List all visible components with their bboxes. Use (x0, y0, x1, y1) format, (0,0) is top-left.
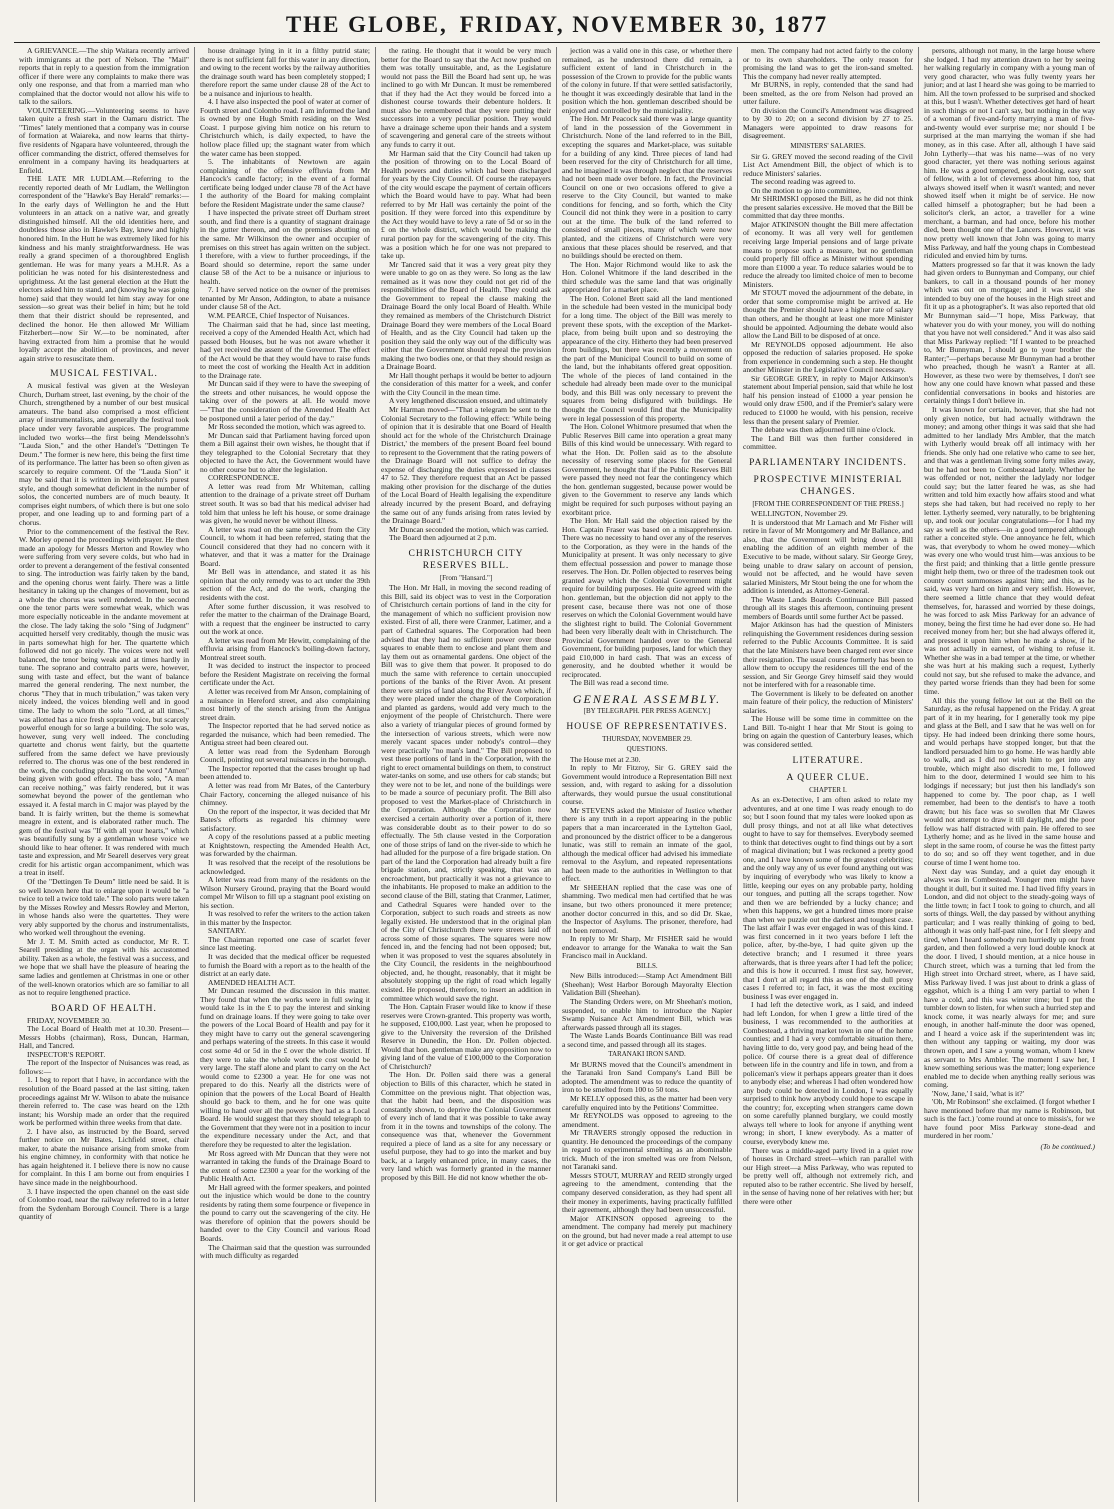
article-paragraph: A letter was received from Mr Anson, complaining of a nuisance in Hereford street, and also complaining most bitterly of the stench arising from the Antigua street drain. (200, 687, 371, 722)
article-paragraph: The Inspector reported that he had served notice as regarded the nuisance, which had been remedied. The Antigua street had been cleared out. (200, 721, 370, 748)
article-paragraph: The Bill was read a second time. (570, 678, 669, 688)
article-paragraph: The Government is likely to be defeated on another main feature of their policy, the reduction of Ministers' salaries. (743, 688, 913, 715)
article-paragraph: 'Oh, Mr Robinson!' she exclaimed. (I forgot whether I have mentioned before that my name is Robinson, but such is the fact.) 'come round at once to missis's, for we have found poor Miss Parkway stone-dead and murdered in her room.' (924, 1097, 1095, 1141)
article-paragraph: Prior to the commencement of the festival the Rev. W. Morley opened the proceedings with prayer. He then made an apology for Messrs Merton and Rowley who were suffering from very severe colds, but who had in order to prevent a derangement of the festival consented to sing. The introduction was fairly taken by the band, and the opening chorus went fairly. There was a little hesitancy in taking up the changes of movement, but as a whole the chorus was well rendered. In the second one the tenor parts were somewhat weak, which was more especially noticeable in the andante movement at the close. The lady taking the solo "Sing of Judgment" acquitted herself very creditably, though the music was in parts somewhat high for her. The quartette which followed did not go nicely. The voices were not well balanced, the tenor being weak and at times hardly in tune. The soprano and contralto parts were, however, sung with taste and effect, but the want of balance marred the general rendering. The next number, the chorus "They that in much tribulation," was taken very nicely indeed, the voices blending well and in good time. The lady to whom the solo "Lord, at all times," was allotted has a nice fresh soprano voice, but scarcely powerful enough for so large a building. The solo was, however, sung very well indeed. The concluding quartette and chorus went fairly, but the quartette suffered from the same defect we have previously referred to. The chorus was one of the best rendered in the work, the concluding phrasing on the word "Amen" being given with good effect. The bass solo, "A man can receive nothing," was fairly rendered, but it was somewhat beyond the power of the gentleman who essayed it. A festal march in C major was played by the band. It is fairly written, but the theme is somewhat meagre in extent, and is elaborated rather much. The gem of the festival was "If with all your hearts," which was beautifully sung by a gentleman whose voice we should like to hear oftener. It was rendered with much taste and expression, and Mr Searell deserves very great credit for his artistic organ accompaniment, which was a treat in itself. (19, 526, 189, 878)
article-paragraph: Mr Duncan said that Parliament having forced upon them a Bill against their own wishes, he thought that if they telegraphed to the Colonial Secretary that they objected to have the Act, the Government would have no other course but to alter the legislation. (200, 430, 370, 474)
article-paragraph: It was decided to instruct the inspector to proceed before the Resident Magistrate on receiving the formal certificate under the Act. (200, 661, 370, 688)
article-paragraph: The Chairman said that he had, since last meeting, received a copy of the Amended Health Act, which had passed both Houses, but he was not aware whether it had yet received the assent of the Governor. The effect of the Act would be that they would have to raise funds to meet the cost of working the Health Act in addition to the Drainage rate. (200, 319, 370, 380)
article-paragraph: It was resolved to refer the writers to the action taken in this matter by the Inspector. (200, 909, 370, 927)
article-paragraph: The report of the Inspector of Nuisances was read, as follows:— (19, 1058, 189, 1076)
article-paragraph: Mr Hall thought perhaps it would be better to adjourn the consideration of this matter for a week, and confer with the City Council in the mean time. (381, 370, 552, 397)
columns (14, 47, 1100, 1502)
article-paragraph: In reply to Mr Fitzroy, Sir G. GREY said the Government would introduce a Representation Bill next session, and, with regard to asking for a dissolution afterwards, they would pursue the usual constitutional course. (562, 763, 732, 807)
article-paragraph: It was known for certain, however, that she had not only given notice, but had actually withdrawn the money; and among other things it was said that she had admitted to her landlady Mrs Ambler, that the match with Lytherly would break off all intimacy with her friends. She only had one relative who came to see her, and that was a gentleman living some forty miles away, but he had not been to Combestead lately. Whether he was offended or not, neither the ladylady nor lodger could say; but the latter feared he was, as she had written and told him exactly how affairs stood and what steps she had taken, but had received no reply to her letter. Lytherly seemed, very naturally, to be brightening up, and took our jocular congratulations—for I had my say as well as the others—in a good tempered although rather a conceited style. One annoyance he felt, which was, that everybody to whom he owed money—which was every one who would trust him—was anxious to be the first paid; and thinking that a little gentle pressure might help them, two or three of the tradesmen took out county court summonses against him; and this, as he said, was very hard on him and very selfish. However, there seemed a little chance that they would defeat themselves, for, harassed and worried by these doings, he was forced to ask Miss Parkway for an advance of money, being the first time he had ever done so. He had received money from her; but she had always offered it, and pressed it upon him when he made a show, if he was not actually in earnest, of wishing to refuse it. Whether she was in a bad temper at the time, or whether she was hurt at his making such a request, Lytherly could not say, but she refused to make the advance, and they parted worse friends than they had been for some time. (924, 404, 1095, 697)
article-paragraph: The Hon. Major Richmond would like to ask the Hon. Colonel Whitmore if the land described in the third schedule was the same land that was originally appropriated for a market place. (562, 259, 732, 295)
article-paragraph: Mr SHRIMSKI opposed the Bill, as he did not think the present salaries excessive. He moved that the Bill be committed that day three months. (743, 194, 913, 221)
article-paragraph: CORRESPONDENCE. (208, 473, 280, 483)
article-paragraph: Mr STEVENS asked the Minister of Justice whether there is any truth in a report appearing in the public papers that a man incarcerated in the Lyttelton Gaol, and pronounced by the district officer to be a dangerous lunatic, was still to remain an inmate of the gaol, although the medical officer had advised his immediate removal to the Asylum, and repeated representations had been made to the authorities in Wellington to that effect. (562, 805, 732, 884)
article-paragraph: 2. I have also, as instructed by the Board, served further notice on Mr Bates, Lichfield street, chair maker, to abate the nuisance arising from smoke from his engine chimney, in conformity with that notice he has again heightened it. I believe there is now no cause for complaint. In this I am borne out from enquiries I have since made in the neighbourhood. (19, 1126, 189, 1187)
subheading: MINISTERS' SALARIES. (790, 142, 866, 151)
subheading: [From "Hansard."] (439, 573, 493, 582)
article-paragraph: The Waste Lands Boards Continuance Bill passed through all its stages this afternoon, continuing present members of Boards until some further Act be passed. (743, 594, 913, 621)
article-paragraph: A letter was read from many of the residents on the Wilson Nursery Ground, praying that the Board would compel Mr Wilson to fill up a stagnant pool existing on his section. (200, 875, 370, 910)
article-paragraph: The Land Bill was then further considered in committee. (743, 433, 913, 452)
article-paragraph: The Hon. Colonel Brett said all the land mentioned in the schedule had been vested in the municipal body for a long time. The object of the Bill was merely to prevent these spots, with the exception of the Market-place, from being built upon and so destroying the appearance of the city. Hitherto they had been preserved from buildings, but there was recently a movement on the part of the Municipal Council to build on some of the land, but the inhabitants offered great opposition. The whole of the pieces of land contained in the schedule had already been made over to the municipal body, and this Bill was only necessary to prevent the squares from being disfigured with buildings. He thought the Council would find that the Municipality were in legal possession of this property. (562, 293, 732, 423)
article-paragraph: Mr Harman said that the City Council had taken up the position of throwing on to the Local Board of Health powers and duties which had been discharged for years by the City Council. Of course the ratepayers of the city would escape the payment of certain officers which the Board would have to pay. What had been referred to by Mr Hall was certainly the point of the position. If they were forced into this expenditure by the Act they would have to levy a rate of 5d or so in the £ on the whole district, which would be making the rural portion pay for the scavengering of the city. This was a position which he for one was not prepared to take up. (381, 148, 551, 261)
article-paragraph: W.M. PEARCE, Chief Inspector of Nuisances. (208, 310, 350, 320)
article-paragraph: It is understood that Mr Larnach and Mr Fisher will retire in favor of Mr Montgomery and Mr Ballance, and also, that the Government will bring down a Bill enabling the addition of an eighth member of the Executive to be made, without salary. Sir George Grey, being unable to draw salary on account of pension, would not be affected, and he would have seven salaried Ministers, Mr Stout being the one for whom the addition is intended, as Attorney-General. (743, 517, 913, 596)
article-paragraph: WELLINGTON, November 29. (751, 509, 848, 519)
article-paragraph: Mr SHEEHAN replied that the case was one of shamming. Two medical men had certified that he was insane, but two others pronounced it mere pretence; another doctor concurred in this, and so did Dr. Skae, the Inspector of Asylums. The prisoner, therefore, had not been removed. (562, 882, 732, 935)
article-paragraph: Mr Harman moved—"That a telegram be sent to the Colonial Secretary to the following effect: 'While being of opinion that it is desirable that one Board of Health should act for the whole of the Christchurch Drainage District,' the members of the present Board feel bound to represent to the Government that the rating powers of the Drainage Board will not suffice to defray the expense of discharging the duties expressed in clauses 47 to 52. They therefore request that an Act be passed making other provision for the discharge of the duties of the Local Board of Health legalising the expenditure already incurred by the present Board, and defraying the same out of any funds arising from rates levied by the Drainage Board." (381, 404, 551, 526)
article-paragraph: Mr TRAVERS strongly opposed the reduction in quantity. He denounced the proceedings of the company in regard to experimental smelting as an abominable trick. Much of the iron smelted was ore from Nelson, not Taranaki sand. (562, 1128, 732, 1172)
article-paragraph: The Hon. Mr Hall, in moving the second reading of this Bill, said its object was to vest in the Corporation of Christchurch certain portions of land in the city for the management of which no sufficient provision now existed. First of all, there were Cranmer, Latimer, and a part of Cathedral squares. The Corporation had been advised that they had no sufficient power over those squares to enable them to enclose and plant them and lay them out as ornamental gardens. One object of the Bill was to give them that power. It proposed to do much the same with reference to certain unoccupied portions of the banks of the River Avon. At present there were strips of land along the River Avon which, if they were placed under the charge of the Corporation and planted as gardens, would add very much to the enjoyment of the people of Christchurch. There were also a variety of triangular pieces of ground formed by the intersection of various streets, which were now merely vacant spaces under nobody's control—they were practically "no man's land." The Bill proposed to vest these portions of land in the Corporation, with the right to erect ornamental buildings on them, to construct water-tanks on some, and use others for cab stands; but they were not to be let, and none of the buildings were to be made a source of pecuniary profit. The Bill also proposed to vest the Market-place of Christchurch in the Corporation. Although the Corporation now exercised a certain authority over a portion of it, there was considerable doubt as to their power to do so effectually. The 5th clause vested in the Corporation one of those strips of land on the river-side to which he had alluded for the purpose of a fire brigade station. On part of the land the Corporation had already built a fire brigade station, and, strictly speaking, that was an encroachment, but practically it was not a grievance to the inhabitants. He proposed to make an addition to the second clause of the Bill, stating that Cranmer, Latimer, and Cathedral Squares were handed over to the Corporation, subject to such roads and streets as now legally existed. He understood that in the original plan of the City of Christchurch there were streets laid off across some of those squares. The squares were now fenced in, and the fencing had not been opposed; but, when it was proposed to vest the squares absolutely in the City Council, the residents in the neighbourhood objected, and, he thought, reasonably, that it might be absolutely stopping up the right of road which legally existed. He proposed, therefore, to insert an addition in committee which would save the right. (381, 583, 551, 1003)
subheading: [FROM THE CORRESPONDENT OF THE PRESS.] (752, 499, 904, 508)
article-paragraph: 'Now, Jane,' I said, 'what is it?' (932, 1088, 1024, 1098)
masthead (14, 8, 1100, 43)
article-paragraph: A letter was read from Mr Hewitt, complaining of the effluvia arising from Hancock's boiling-down factory, Montreal street south. (200, 635, 370, 662)
article-paragraph: Matters progressed so far that it was known the lady had given orders to Bunnyman and Company, our chief bankers, to call in a thousand pounds of her money which was out on mortgage; and it was said she intended to buy one of the houses in the High street and fit it up as a photographer's. It was also reported that old Mr Bunnyman said—"I hope, Miss Parkway, that whatever you do with your money, you will do nothing that you have not well considered." And it was also said that Miss Parkway replied: "If I wanted to be preached to, Mr Bunnyman, I should go to your brother the Ranter;"—perhaps because Mr Bunnyman had a brother who preached, though he wasn't a Ranter at all. However, as these two were by themselves, I don't see how any one could have known what passed and these confidential conversations in books and histories are certainly things I don't believe in. (924, 259, 1095, 406)
article-paragraph: Mr Tancred said that it was a very great pity they were unable to go on as they were. So long as the law remained as it was now they could not get rid of the responsibilities of the Board of Health. They could ask the Government to repeal the clause making the Drainage Board the only local Board of Health. While they remained as members of the Christchurch District Drainage Board they were members of the Local Board of Health, and as the City Council had taken up the position they said the only way out of the difficulty was either that the Government should repeal the provision making the two bodies one, or that they should resign as a Drainage Board. (381, 259, 551, 372)
article-paragraph: the rating. He thought that it would be very much better for the Board to say that the Act now pushed on them was totally unsuitable, and, as the Legislature would not pass the Bill the Board had sent up, he was inclined to go with Mr Duncan. It must be remembered that if they had the Act they would be forced into a dishonest course towards their debenture holders. It must also be remembered that they were putting their successors into a very peculiar position. They would have a drainage scheme upon their hands and a system of scavengering and general care of the streets without any funds to carry it out. (381, 47, 551, 150)
article-paragraph: INSPECTOR'S REPORT. (27, 1049, 106, 1059)
article-paragraph: FRIDAY, NOVEMBER 30. (27, 1015, 111, 1025)
subheading: THURSDAY, NOVEMBER 29. (602, 734, 692, 743)
continuation-note: (To be continued.) (1040, 1142, 1095, 1151)
article-paragraph: The second reading was agreed to. (751, 177, 856, 187)
article-paragraph: It was decided that the medical officer be requested to furnish the Board with a report as to the health of the district at an early date. (200, 951, 370, 979)
article-paragraph: Next day was Sunday, and a quiet day enough it always was in Combestead. Younger men might have thought it dull, but it suited me. I had lived fifty years in London, and did not object to the steady-going ways of the little town; in fact I took to going to church, and all sorts of things. Well, the day passed by without anything particular; and I was really thinking of going to bed, although it was only half-past nine, for I felt sleepy and tired, when I heard somebody run hurriedly up our front garden, and then followed a very loud double knock at the door. I lived, I should mention, at a nice house in Church street, which was a turning that led from the High street into Orchard street, where, as I have said, Miss Parkway lived. I was just about to drink a glass of eggshot, which is a thing I am very partial to when I have a cold, and this was winter time; but I put the tumbler down to listen, for when such a hurried step and knock come, it was nearly always for me; and sure enough, in another half-minute the door was opened, and I heard a voice ask if the superintendent was in; then without any tapping or waiting, my door was thrown open, and I saw a young woman, whom I knew as servant to Mrs Ambler. The moment I saw her, I knew something serious was the matter; long experience enabled me to decide when anything really serious was coming. (924, 866, 1095, 1090)
article-paragraph: The Hon. Mr Peacock said there was a large quantity of land in the possession of the Government in Christchurch. None of the land referred to in the Bill, excepting the squares and Market-place, was suitable for a building of any kind. Three pieces of land had been reserved for the city of Christchurch for all time, and he imagined it was through neglect that the reserves had not been made over before. In fact, the Provincial Council on one or two occasions offered to give a reserve to the City Council, but wanted to make conditions for fencing, and so forth, which the City Council did not think they were in a position to carry out at the time. The bulk of the land referred to consisted of small pieces, many of which were now planted, and the citizens of Christchurch were very anxious that these places should be reserved, and that no buildings should be erected on them. (562, 114, 732, 261)
article-paragraph: VOLUNTEERING.—Volunteering seems to have taken quite a fresh start in the Oamaru district. The "Times" lately mentioned that a company was in course of formation at Waiareka, and now learns that thirty-five residents of Ngapara have volunteered, through the officer commanding the district, offered themselves for enrolment in a company having its headquarters at Enfield. (19, 105, 189, 175)
subheading: CHAPTER I. (809, 785, 847, 794)
article-paragraph: The Standing Orders were, on Mr Sheehan's motion, suspended, to enable him to introduce the Napier Swamp Nuisance Act Amendment Bill, which was afterwards passed through all its stages. (562, 996, 732, 1032)
article-paragraph: Mr J. T. M. Smith acted as conductor, Mr R. T. Searell presiding at the organ with his accustomed ability. Taken as a whole, the festival was a success, and we hope that we shall have the pleasure of hearing the same ladies and gentlemen at Christmas in one or other of the well-known oratorios which are so familiar to all as not to require lengthened practice. (19, 936, 189, 998)
article-paragraph: The Hon. Dr. Pollen said there was a general objection to Bills of this character, which he stated in Committee on the previous night. That objection was, that the habit had been, and the disposition was constantly shown, to deprive the Colonial Government of every inch of land that it was possible to take away from it in the towns and townships of the colony. The consequence was that, whenever the Government required a piece of land as a site for any necessary or useful purpose, they had to go into the market and buy back, at a largely enhanced price, in many cases, the very land which was formerly granted in the manner proposed by this Bill. He did not know whether the ob- (381, 1070, 551, 1182)
article-paragraph: 4. I have also inspected the pool of water at corner of Fourth street and Colombo road. I am informed the land is owned by one Hugh Smith residing on the West Coast. I purpose giving him notice on his return to Christchurch which, is daily expected, to have the hollow place filled up; the stagnant water from which the water came has been stopped. (200, 97, 370, 158)
article-paragraph: The Hon. Captain Fraser would like to know if these reserves were Crown-granted. This property was worth, he supposed, £100,000. Last year, when he proposed to give to the University the reversion of the Drilshed Reserve in Dunedin, the Hon. Dr. Pollen objected. Would that hon. gentleman make any opposition now to giving land of the value of £100,000 to the Corporation of Christchurch? (381, 1002, 551, 1071)
article-paragraph: The Hon. Mr Hall said the objection raised by the Hon. Captain Fraser was based on a misapprehension. There was no necessity to hand over any of the reserves to the Corporation, as they were in the hands of the Municipality at present. It was only necessary to give them effectual possession and power to manage those reserves. The Hon. Dr. Pollen objected to reserves being granted away which the Colonial Government might require for building purposes. He quite agreed with the hon. gentleman, but the objection did not apply to the present case, because there was not one of those reserves on which the Colonial Government would have the slightest right to build. The Colonial Government had been very liberally dealt with in Christchurch. The Provincial Government handed over to the General Government, for building purposes, land for which they paid £10,000 in hard cash. That was an excess of generosity, and he doubted whether it would be reciprocated. (562, 516, 732, 679)
article-paragraph: Major ATKINSON opposed agreeing to the amendment. The company had merely put machinery on the ground, but had never made a real attempt to use it or get advice or practical (562, 1213, 732, 1249)
article-paragraph: In reply to Mr Sharp, Mr FISHER said he would endeavor to arrange for the Wanaka to wait the San Francisco mail in Auckland. (562, 934, 732, 961)
article-paragraph: As an ex-Detective, I am often asked to relate my adventures, and at one time I was ready enough to do so; but I soon found that my tales were looked upon as dull prosy things, and not at all like what detectives ought to have to say for themselves. Everybody seemed to think that detectives ought to find things out by a sort of magical divination; but I was reckoned a pretty good one, and I have known some of the greatest celebrities; and the only way any of us ever found anything out was by inquiring of everybody who was likely to know a little, keeping our eyes on any probable party, holding our tongues, and putting all the scraps together. Now and then we are befriended by a lucky chance; and when this happens, we get a hundred times more praise than when we puzzle out the darkest and toughest case. The last affair I was ever engaged in was of this kind. I was first concerned in it two years before I left the police, after, by-the-bye, I had quite given up the detective branch; and I resumed it three years afterwards, that is three years after I had left the police; and this is how it occurred. I must first say, however, that I don't at all regard this as one of the dull prosy cases I referred to; in fact, it was the most exciting business I was ever engaged in. (743, 795, 913, 1001)
masthead-date: FRIDAY, NOVEMBER 30, 1877 (459, 12, 829, 37)
column-3 (376, 47, 557, 1502)
article-paragraph: All this the young fellow let out at the Bell on the Saturday, as the refusal happened on the Friday. A great part of it in my hearing, for I generally took my pipe and glass at the Bell, and I saw that he was well on for tipsy. He had indeed been drinking there some hours, and would perhaps have stopped longer, but that the landlord persuaded him to go home. He was hardly able to walk, and as I did not wish him to get into any trouble, which might also discredit to me, I followed him to the door, determined I would see him to his lodgings if necessary; but just then his landlady's son happened to come by. The poor chap, as I well remember, had been to the dentist's to have a tooth drawn; but his face was so swollen that Mr Clawes would not attempt to draw it till daylight, and the poor fellow was half distracted with pain. He offered to see Lytherly home; and as he lived in the same house and slept in the same room, of course he was the fittest party to do so; and so off they went together, and in due course of time I went home too. (924, 695, 1095, 867)
article-paragraph: A letter was read from Mr Bates, of the Canterbury Chair Factory, concerning the alleged nuisance of his chimney. (200, 781, 370, 808)
article-paragraph: The Chairman reported one case of scarlet fever since last meeting. (200, 934, 370, 953)
column-6 (919, 47, 1100, 1502)
section-heading: A QUEER CLUE. (786, 772, 870, 783)
article-paragraph: house drainage lying in it in a filthy putrid state; there is not sufficient fall for this water in any direction, and owing to the recent works by the railway authorities the drainage south ward has been completely stopped; I therefore report the same under clause 28 of the Act to be a nuisance and injurious to health. (200, 47, 370, 98)
article-paragraph: Messrs STOUT, MURRAY and REID strongly urged agreeing to the amendment, contending that the company deserved consideration, as they had spent all their money in experiments, having practically fulfilled their agreement, although they had been unsuccessful. (562, 1170, 732, 1215)
article-paragraph: New Bills introduced:—Stamp Act Amendment Bill (Sheehan); West Harbor Borough Mayoralty Election Validation Bill (Sheehan). (562, 971, 732, 998)
masthead-title: THE GLOBE, (285, 12, 448, 37)
article-paragraph: Mr Ross seconded the motion, which was agreed to. (208, 422, 366, 432)
article-paragraph: I had left the detective work, as I said, and indeed had left London, for when I grew a little tired of the business, I was recommended to the authorities at Combestead, a thriving market town in one of the home counties; and I had a very comfortable situation there, having little to do, very good pay, and being head of the police. Of course there is a great deal of difference between life in the country and life in town, and from a policeman's view it perhaps appears greater than it does to anybody else; and whereas I had often wondered how any body could be detected in London, I was equally surprised to think how anybody could hope to escape in the country; for, excepting when strangers came down on some carefully planned burglary, we could mostly always tell where to look for anyone if anything went wrong; in short, I knew everybody. As a matter of course, everybody knew me. (743, 1000, 913, 1146)
article-paragraph: men. The company had not acted fairly to the colony or to its own shareholders. The only reason for promising the land was to get the iron-sand smelted. This the company had never really attempted. (743, 47, 913, 81)
article-paragraph: Major Atkinson has had the question of Ministers relinquishing the Government residences during session referred to the Public Accounts Committee. It is said that the late Ministers have been charged rent ever since their resignation. The usual course formerly has been to allow them to occupy the residences till the end of the session, and Sir George Grey himself said they would not be interfered with for a reasonable time. (743, 620, 913, 690)
subheading: [BY TELEGRAPH. PER PRESS AGENCY.] (583, 707, 711, 716)
article-paragraph: On the report of the inspector, it was decided that Mr Bates's efforts as regarded his chimney were satisfactory. (200, 806, 370, 833)
article-paragraph: Sir G. GREY moved the second reading of the Civil List Act Amendment Bill, the object of which is to reduce Ministers' salaries. (743, 151, 913, 178)
article-paragraph: 5. The inhabitants of Newtown are again complaining of the offensive effluvia from Mr Hancock's candle factory; in the event of a formal certificate being lodged under clause 78 of the Act have I the authority of the Board for making complaint before the Resident Magistrate under the same clause? (200, 157, 370, 209)
article-paragraph: A GRIEVANCE.—The ship Waitara recently arrived with immigrants at the port of Nelson. The "Mail" reports that in reply to a question from the immigration officer if there were any complaints to make there was only one response, and that from a married man who complained that the doctor would not allow his wife to talk to the sailors. (19, 47, 189, 107)
article-paragraph: It was resolved that the receipt of the resolutions be acknowledged. (200, 857, 370, 876)
article-paragraph: Mr Hall agreed with the former speakers, and pointed out the injustice which would be done to the country residents by rating them some fourpence or fivepence in the pound to carry out the scavengering of the city. He was therefore of opinion that the powers should be handed over to the City Council and various Road Boards. (200, 1182, 370, 1244)
article-paragraph: Mr REYNOLDS was opposed to agreeing to the amendment. (562, 1111, 732, 1129)
article-paragraph: 1. I beg to report that I have, in accordance with the resolution of the Board passed at the last sitting, taken proceedings against Mr W. Wilson to abate the nuisance therein referred to. The case was heard on the 12th instant; his Worship made an order that the required work be performed within three weeks from that date. (19, 1075, 189, 1128)
article-paragraph: After some further discussion, it was resolved to refer the matter to the chairman of the Drainage Board, with a request that the engineer be instructed to carry out the work at once. (200, 601, 370, 637)
article-paragraph: AMENDED HEALTH ACT. (208, 977, 295, 987)
section-heading: BOARD OF HEALTH. (51, 1003, 157, 1014)
article-paragraph: The Chairman said that the question was surrounded with much difficulty as regarded (200, 1242, 370, 1261)
article-paragraph: Mr STOUT moved the adjournment of the debate, in order that some compromise might be arrived at. He thought the Premier should have a higher rate of salary than others, and he thought at least one more Minister should be appointed. Adjourning the debate would also allow the Land Bill to be disposed of at once. (743, 288, 913, 341)
article-paragraph: The Waste Lands Boards Continuance Bill was read a second time, and passed through all its stages. (562, 1031, 732, 1049)
section-heading: PROSPECTIVE MINISTERIAL CHANGES. (753, 474, 903, 497)
article-paragraph: A musical festival was given at the Wesleyan Church, Durham street, last evening, by the choir of the Church, strengthened by a number of our best musical amateurs. The band also comprised a most efficient array of instrumentalists, and generally the festival took place under very favorable auspices. The programme included two works—the first being Mendelssohn's "Lauda Sion," and the other Handel's "Dettingen Te Deum." The former is new here, this being the first time of its performance. The latter has been so often given as scarcely to require comment. Of the "Lauda Sion" it may be said that it is written in Mendelssohn's purest style, and though somewhat deficient in the number of solos, the concerted numbers are of much beauty. It comprises eight numbers, of which there is but one solo proper, and one leading up to and forming part of a chorus. (19, 381, 189, 527)
article-paragraph: I have inspected the private street off Durham street south, and find there is a quantity of stagnant drainage in the gutter thereon, and on the premises abutting on the same. Mr Wilkinson the owner and occupier of premises on this street has again written on the subject. I therefore, with a view to further proceedings, if the Board should so determine, report the same under clause 58 of the Act to be a nuisance or injurious to health. (200, 208, 370, 286)
article-paragraph: persons, although not many, in the large house where she lodged. I had my attention drawn to her by seeing her walking regularly in company with a young man of very good character, who was fully twenty years her junior; and at last I heard she was going to be married to him. All the town professed to be surprised and shocked at this, but I wasn't. Whether detectives get hard of heart in such things or not I can't say, but nothing in the way of a woman of five-and-forty marrying a man of five-and-twenty would ever surprise me; nor should I be surprised at the man marrying the woman if she had money, as in this case. After all, although I have said John Lytherly—that was his name—was of no very good character, yet there was nothing serious against him. He was a good tempered, good-looking, easy sort of fellow, with a lot of cleverness about him too, that always showed itself when it wasn't wanted; and never showed itself when it might be of service. He now called himself a photographer; but he had been a solicitor's clerk, an actor, a traveller for a wine merchant, a barman, and had once, before his mother died, been thought one of the Lancers. However, it was now pretty well known that John was going to marry Miss Parkway, and half the young chaps in Combestead ridiculed and envied him by turns. (924, 47, 1095, 261)
article-paragraph: The Local Board of Health met at 10.30. Present—Messrs Hobbs (chairman), Ross, Duncan, Harman, Hall, and Tancred. (19, 1024, 189, 1051)
article-paragraph: The Hon. Colonel Whitmore presumed that when the Public Reserves Bill came into operation a great many Bills of this kind would be unnecessary. With regard to what the Hon. Dr. Pollen said as to the absolute necessity of reserving some places for the General Government, he thought that if the Public Reserves Bill were passed they need not fear the contingency which the hon. gentleman suggested, because power would be given to the Government to reserve any lands which might be required for such purposes without paying an exorbitant price. (562, 422, 732, 517)
article-paragraph: Sir GEORGE GREY, in reply to Major Atkinson's statement about Imperial pension, said that while he lost half his pension instead of £1000 a year pension he would only draw £500, and if the Premier's salary were reduced to £1000 he would, with his pension, receive less than the present salary of Premier. (743, 373, 913, 426)
section-heading: PARLIAMENTARY INCIDENTS. (749, 457, 907, 468)
section-heading: HOUSE OF REPRESENTATIVES. (566, 721, 728, 732)
article-paragraph: The House met at 2.30. (570, 754, 641, 764)
section-heading: CHRISTCHURCH CITY RESERVES BILL. (408, 548, 524, 571)
article-paragraph: Mr BURNS, in reply, contended that the sand had been smelted, as the ore from Nelson had proved an utter failure. (743, 80, 913, 107)
section-heading: GENERAL ASSEMBLY. (572, 692, 722, 707)
article-paragraph: Mr Duncan said if they were to have the sweeping of the streets and other nuisances, he would oppose the taking over of the powers at all. He would move—"That the consideration of the Amended Health Act be postponed until a later period of the day." (200, 379, 370, 423)
article-paragraph: jection was a valid one in this case, or whether there remained, as he understood there did remain, a sufficient extent of land in Christchurch in the possession of the Crown to provide for the public wants of the colony in future. If that were settled satisfactorily, he thought it was exceedingly desirable that land in the position which the hon. gentleman described should be enjoyed and controlled by the municipality. (562, 47, 732, 115)
article-paragraph: Mr KELLY opposed this, as the matter had been very carefully enquired into by the Petitions' Committee. (562, 1093, 732, 1112)
article-paragraph: Mr Bell was in attendance, and stated it as his opinion that the only remedy was to act under the 39th section of the Act, and do the work, charging the residents with the cost. (200, 567, 370, 602)
article-paragraph: The House will be some time in committee on the Land Bill. To-night I hear that Mr Stout is going to bring on again the question of Canterbury leases, which was considered settled. (743, 714, 913, 750)
article-paragraph: On the motion to go into committee, (751, 185, 862, 195)
article-paragraph: A letter was read from the Sydenham Borough Council, pointing out several nuisances in the borough. (200, 746, 370, 765)
article-paragraph: A letter was read on the same subject from the City Council, to whom it had been referred, stating that the Council considered that they had no concern with it whatever, and that it was a matter for the Drainage Board. (200, 524, 370, 568)
article-paragraph: Mr BURNS moved that the Council's amendment in the Taranaki Iron Sand Company's Land Bill be adopted. The amendment was to reduce the quantity of iron to be smelted from 100 to 50 tons. (562, 1059, 732, 1095)
section-heading: LITERATURE. (792, 755, 864, 766)
subheading: BILLS. (636, 961, 658, 970)
article-paragraph: 3. I have inspected the open channel on the east side of Colombo road, near the railway referred to in a letter from the Sydenham Borough Council. There is a large quantity of (19, 1186, 189, 1222)
article-paragraph: 7. I have served notice on the owner of the premises tenanted by Mr Anson, Addington, to abate a nuisance under clause 58 of the Act. (200, 285, 370, 312)
column-1 (14, 47, 195, 1502)
column-2 (195, 47, 376, 1502)
subheading: TARANAKI IRON SAND. (608, 1050, 686, 1059)
article-paragraph: On division the Council's Amendment was disagreed to by 30 to 20; on a second division by 27 to 25. Managers were appointed to draw reasons for disagreement. (743, 105, 913, 141)
article-paragraph: Mr Duncan seconded the motion, which was carried. (389, 524, 549, 534)
article-paragraph: THE LATE MR LUDLAM.—Referring to the recently reported death of Mr Ludlam, the Wellington correspondent of the "Hawke's Bay Herald" remarks:—In the early days of Wellington he and the Hutt volunteers in an attack on a native war, and greatly distinguished himself. All the old identities here, and doubtless those also in Hawke's Bay, knew and highly honored him. In the Hutt he was extremely liked for his kindness and his manly straightforwardness. He was really a grand specimen of a thoroughbred English gentleman. He was for many years a M.H.R. As a politician he was noted for his disinterestedness and uprightness. At the last general election at the Hutt the electors asked him to stand, and (knowing he was going home) said that they would let him stay away for one session—so great was their belief in him; but he told them that their district should be represented, and declined the honor. He then allowed Mr William Fitzherbert—now Sir W.—to be nominated, after having extracted from him a promise that he would loyally accept the abolition of provinces, and never again strive to resuscitate them. (19, 174, 189, 363)
section-heading: MUSICAL FESTIVAL. (50, 369, 158, 380)
article-paragraph: Mr Ross agreed with Mr Duncan that they were not warranted in taking the funds of the Drainage Board to the extent of some £2300 a year for the working of the Public Health Act. (200, 1148, 370, 1184)
article-paragraph: Mr REYNOLDS opposed adjournment. He also opposed the reduction of salaries proposed. He spoke from experience in condemning such a step. He thought another Minister in the Legislative Council necessary. (743, 339, 913, 375)
subheading: QUESTIONS. (626, 745, 668, 754)
article-paragraph: The Board then adjourned at 2 p.m. (389, 533, 497, 543)
article-paragraph: SANITARY. (208, 926, 247, 936)
article-paragraph: There was a middle-aged party lived in a quiet row of houses in Orchard street—which ran parallel with our High street—a Miss Parkway, who was reputed to be pretty well off, although not extremely rich, and reputed also to be rather eccentric. She lived by herself, in the sense of having none of her relatives with her; but there were other (743, 1145, 913, 1206)
article-paragraph: A very lengthened discussion ensued, and ultimately (389, 396, 548, 406)
column-5 (738, 47, 919, 1502)
column-4 (557, 47, 738, 1502)
article-paragraph: The Inspector reported that the cases brought up had been attended to. (200, 763, 370, 782)
article-paragraph: Major ATKINSON thought the Bill mere affectation of economy. It was all very well for gentlemen receiving large Imperial pensions and of large private means to propose such a measure, but no gentleman could properly fill office as Minister without spending more than £1000 a year. To reduce salaries would be to reduce the already too limited choice of men to become Ministers. (743, 219, 913, 289)
article-paragraph: Mr Duncan resumed the discussion in this matter. They found that when the works were in full swing it would take 1s in the £ to pay the interest and sinking fund on drainage loans. If they were going to take over the powers of the Local Board of Health and pay for it they might have to carry out the general scavengering and perhaps watering of the streets. In this case it would cost some 4d or 5d in the £ over the whole district. If they were to take the whole work the cost would be very large. The staff alone and plant to carry on the Act would come to £2300 a year. He for one was not prepared to do this. Nearly all the districts were of opinion that the powers of the Local Board of Health should go back to them, and he for one was quite willing to hand over all the powers they had as a Local Board. He would suggest that they should telegraph to the Government that they were not in a position to incur the expenditure necessary under the Act, and that therefore they be requested to alter the legislation. (200, 986, 370, 1149)
article-paragraph: A letter was read from Mr Whiteman, calling attention to the drainage of a private street off Durham street south. It was so bad that his medical adviser had told him that unless he left his house, or some drainage was given, he would never be without illness. (200, 481, 370, 526)
article-paragraph: Of the "Dettingen Te Deum" little need be said. It is so well known here that to enlarge upon it would be "a twice to tell a twice told tale." The solo parts were taken by the Misses Rowley and Messrs Rowley and Merton, in whose hands also were the quartettes. They were very ably supported by the chorus and instrumentalists, who worked well throughout the evening. (19, 876, 189, 938)
article-paragraph: A copy of the resolutions passed at a public meeting at Knightstown, respecting the Amended Health Act, was forwarded by the chairman. (200, 832, 370, 859)
article-paragraph: The debate was then adjourned till nine o'clock. (751, 425, 896, 435)
